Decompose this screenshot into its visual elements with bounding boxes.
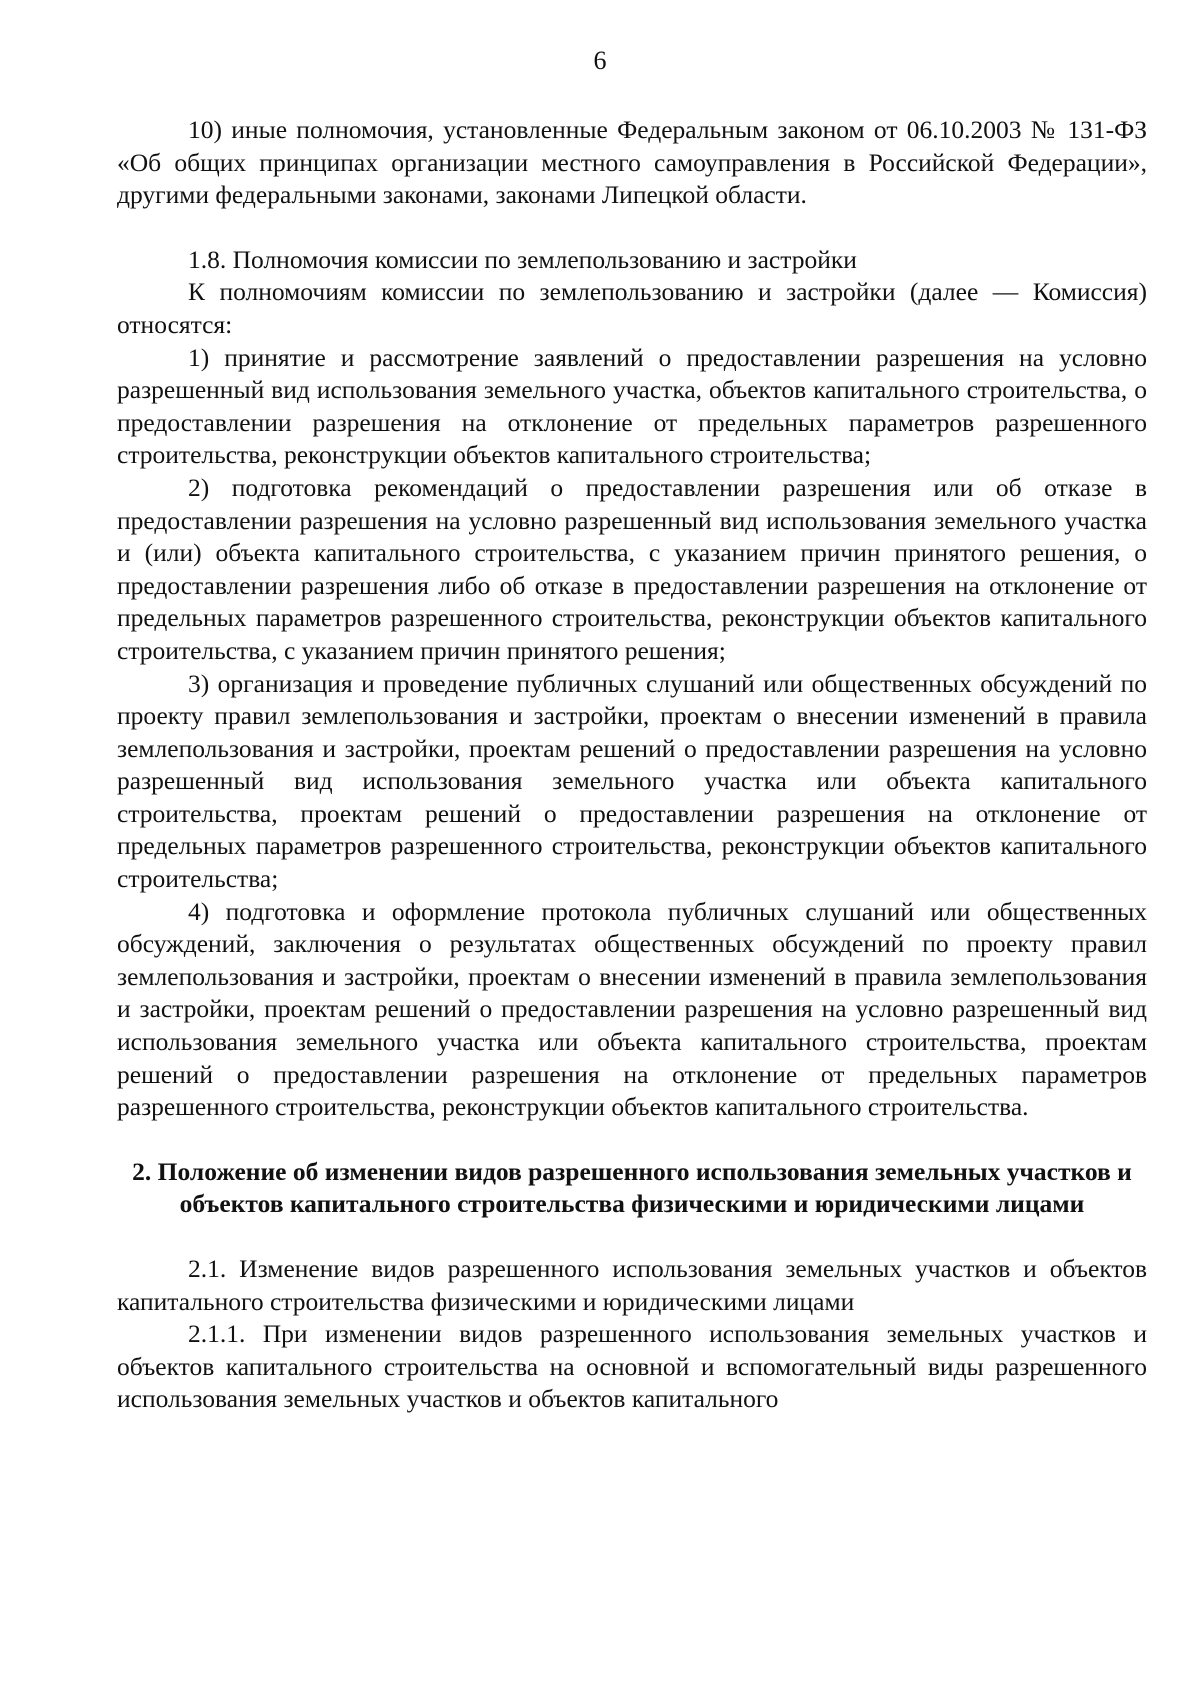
- section-1-8-item-2: 2) подготовка рекомендаций о предоставлении разрешения или об отказе в предоставлении разрешения на условно разрешенный вид использования земельного участка и (или) объекта капитального строительства, с указанием причин принятого решения, о предоставлении разрешения либо об отказе в предоставлении разрешения на отклонение от предельных параметров разрешенного строительства, реконструкции объектов капитального строительства, с указанием причин принятого решения;: [117, 472, 1147, 665]
- spacer: [117, 1124, 1147, 1156]
- spacer: [117, 1221, 1147, 1253]
- section-2-1-paragraph: 2.1. Изменение видов разрешенного использования земельных участков и объектов капитального строительства физическими и юридическими лицами: [117, 1254, 1147, 1316]
- section-1-8-item-3: 3) организация и проведение публичных слушаний или общественных обсуждений по проекту правил землепользования и застройки, проектам о внесении изменений в правила землепользования и застройки, проектам решений о предоставлении разрешения на условно разрешенный вид использования земельного участка или объекта капитального строительства, проектам решений о предоставлении разрешения на отклонение от предельных параметров разрешенного строительства, реконструкции объектов капитального строительства;: [117, 668, 1147, 894]
- document-body: [117, 114, 1147, 1416]
- section-2-1-1-paragraph: 2.1.1. При изменении видов разрешенного использования земельных участков и объектов капитального строительства на основной и вспомогательный виды разрешенного использования земельных участков и объектов капитального: [117, 1319, 1147, 1414]
- page-number: 6: [593, 46, 607, 75]
- section-2-heading: 2. Положение об изменении видов разрешенного использования земельных участков и объектов капитального строительства физическими и юридическими лицами: [132, 1156, 1132, 1219]
- section-1-8-intro: К полномочиям комиссии по землепользованию и застройки (далее — Комиссия) относятся:: [117, 277, 1147, 339]
- paragraph-item-10: 10) иные полномочия, установленные Федеральным законом от 06.10.2003 № 131-ФЗ «Об общих принципах организации местного самоуправления в Российской Федерации», другими федеральными законами, законами Липецкой области.: [117, 115, 1147, 210]
- section-1-8-item-1: 1) принятие и рассмотрение заявлений о предоставлении разрешения на условно разрешенный вид использования земельного участка, объектов капитального строительства, о предоставлении разрешения на отклонение от предельных параметров разрешенного строительства, реконструкции объектов капитального строительства;: [117, 342, 1147, 470]
- section-1-8-title: 1.8. Полномочия комиссии по землепользованию и застройки: [188, 244, 857, 274]
- spacer: [117, 212, 1147, 244]
- section-1-8-item-4: 4) подготовка и оформление протокола публичных слушаний или общественных обсуждений, заключения о результатах общественных обсуждений по проекту правил землепользования и застройки, проектам о внесении изменений в правила землепользования и застройки, проектам решений о предоставлении разрешения на условно разрешенный вид использования земельного участка или объекта капитального строительства, проектам решений о предоставлении разрешения на отклонение от предельных параметров разрешенного строительства, реконструкции объектов капитального строительства.: [117, 896, 1147, 1122]
